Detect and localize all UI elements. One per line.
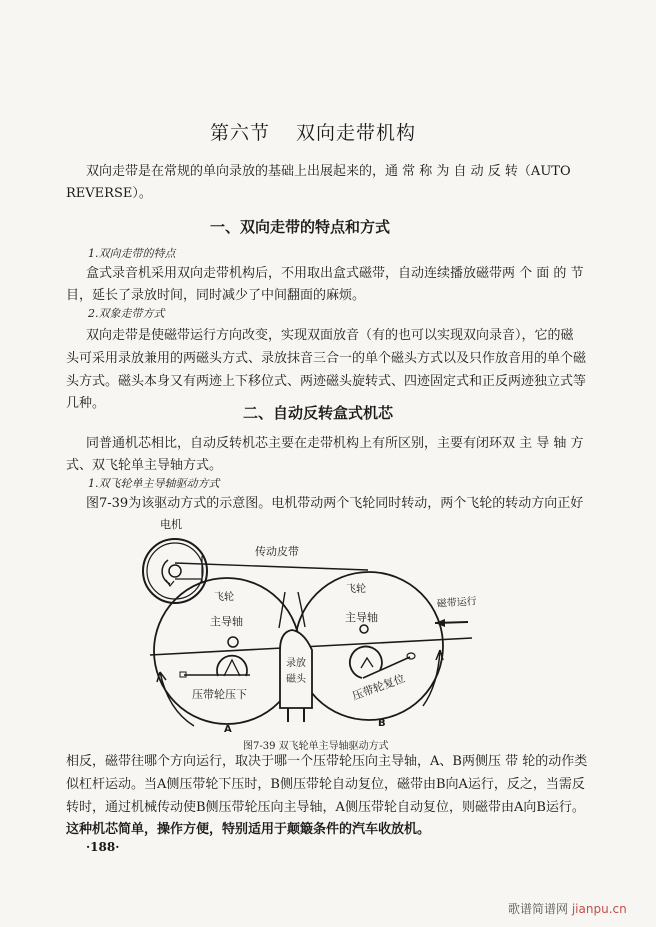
right-pinch-roller (350, 625, 415, 678)
label-capstan-right: 主导轴 (345, 611, 378, 624)
label-pinch-left: 压带轮压下 (192, 688, 247, 701)
part2-sub1: 1.双飞轮单主导轴驱动方式 (88, 477, 220, 490)
watermark (508, 900, 627, 917)
part2-heading: 二、自动反转盒式机芯 (243, 404, 394, 422)
label-flywheel-right: 飞轮 (346, 584, 366, 595)
label-head-line1: 录放 (286, 658, 306, 669)
part1-sub2: 2.双象走带方式 (88, 307, 165, 320)
section-heading: 双向走带机构 (296, 122, 417, 144)
record-play-head (279, 592, 312, 722)
part1-sub2-line3: 头方式。磁头本身又有两迹上下移位式、两迹磁头旋转式、四迹固定式和正反两迹独立式等 (66, 374, 587, 389)
intro-line-2: REVERSE）。 (66, 186, 152, 201)
part1-sub2-line1: 双向走带是使磁带运行方向改变，实现双面放音（有的也可以实现双向录音），它的磁 (86, 328, 574, 343)
figure-diagram (140, 510, 490, 740)
part2-sub1-line1: 图7-39为该驱动方式的示意图。电机带动两个飞轮同时转动，两个飞轮的转动方向正好 (86, 496, 584, 511)
label-pinch-right: 压带轮复位 (350, 671, 407, 703)
continuation-line1: 相反，磁带往哪个方向运行，取决于哪一个压带轮压向主导轴，A、B两侧压 带 轮的动作类 (66, 754, 588, 769)
continuation-line2: 似杠杆运动。当A侧压带轮下压时，B侧压带轮自动复位，磁带由B向A运行，反之，当需反 (66, 777, 585, 792)
part1-sub2-line4: 几种。 (66, 396, 106, 411)
label-side-a: A (224, 724, 232, 735)
watermark-text: 歌谱简谱网 (508, 902, 569, 916)
label-tape-run: 磁带运行 (436, 596, 478, 610)
intro-line-1: 双向走带是在常规的单向录放的基础上出展起来的，通 常 称 为 自 动 反 转（AUTO (86, 164, 571, 179)
section-title (210, 118, 416, 145)
part1-heading: 一、双向走带的特点和方式 (210, 218, 391, 236)
motor-pulley (143, 539, 207, 603)
part1-sub2-line2: 头可采用录放兼用的两磁头方式、录放抹音三合一的单个磁头方式以及只作放音用的单个磁 (66, 351, 587, 366)
watermark-url: jianpu.cn (571, 902, 627, 916)
page-number: ·188· (86, 840, 120, 854)
rotation-arrow-right (423, 650, 440, 706)
section-number: 第六节 (210, 122, 271, 144)
label-motor: 电机 (160, 518, 182, 531)
rotation-arrow-left (160, 672, 194, 726)
part1-sub1: 1.双向走带的特点 (88, 247, 176, 260)
figure-caption: 图7-39 双飞轮单主导轴驱动方式 (243, 741, 389, 752)
label-belt: 传动皮带 (255, 545, 299, 558)
part2-line1: 同普通机芯相比，自动反转机芯主要在走带机构上有所区别，主要有闭环双 主 导 轴 方 (86, 436, 584, 451)
label-capstan-left: 主导轴 (210, 615, 243, 628)
part2-line2: 式、双飞轮单主导轴方式。 (66, 458, 223, 473)
part1-sub1-line2: 目，延长了录放时间，同时减少了中间翻面的麻烦。 (66, 288, 366, 303)
label-head-line2: 磁头 (286, 674, 306, 685)
left-pinch-roller (180, 637, 250, 677)
continuation-line4: 这种机芯简单，操作方便，特别适用于颠簸条件的汽车收放机。 (66, 822, 431, 837)
label-flywheel-left: 飞轮 (214, 592, 234, 603)
label-side-b: B (378, 718, 386, 729)
part1-sub1-line1: 盒式录音机采用双向走带机构后，不用取出盒式磁带，自动连续播放磁带两 个 面 的 节 (86, 266, 584, 281)
continuation-line3: 转时，通过机械传动使B侧压带轮压向主导轴，A侧压带轮自动复位，则磁带由A向B运行。 (66, 800, 585, 815)
